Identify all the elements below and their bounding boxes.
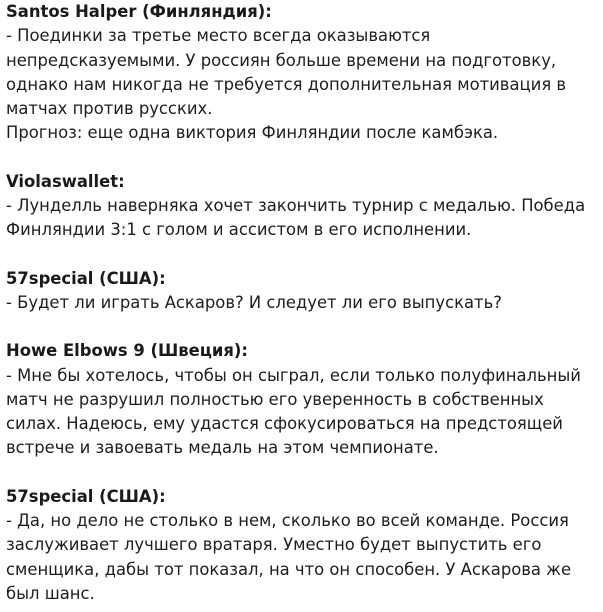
comment-text: - Поединки за третье место всегда оказываются непредсказуемыми. У россиян больше времени на подготовку, однако нам никогда не требуется дополнительная мотивация в матчах против русских. [6,26,567,119]
comment-text: - Мне бы хотелось, чтобы он сыграл, если только полуфинальный матч не разрушил полностью его уверенность в собственных силах. Надеюсь, ему удастся сфокусироваться на предстоящей встрече и завоевать медаль на этом чемпионате. [6,365,581,458]
comment-entry [6,339,597,460]
comment-author: Violaswallet: [6,171,125,191]
comment-entry [6,267,597,316]
comment-entry [6,170,597,243]
comment-text: - Да, но дело не столько в нем, сколько во всей команде. Россия заслуживает лучшего вратаря. Уместно будет выпустить его сменщика, дабы тот показал, на что он способен. У Аскарова же был шанс. [6,511,572,603]
comment-author: 57special (США): [6,268,166,288]
comment-author: Howe Elbows 9 (Швеция): [6,341,248,361]
comment-text: Прогноз: еще одна виктория Финляндии после камбэка. [6,123,499,143]
comment-author: Santos Halper (Финляндия): [6,2,272,21]
comment-text: - Будет ли играть Аскаров? И следует ли его выпускать? [6,292,502,312]
comment-entry [6,0,597,146]
comment-text: - Лунделль наверняка хочет закончить турнир с медалью. Победа Финляндии 3:1 с голом и ассистом в его исполнении. [6,196,586,240]
comment-author: 57special (США): [6,486,166,506]
comment-entry [6,485,597,606]
